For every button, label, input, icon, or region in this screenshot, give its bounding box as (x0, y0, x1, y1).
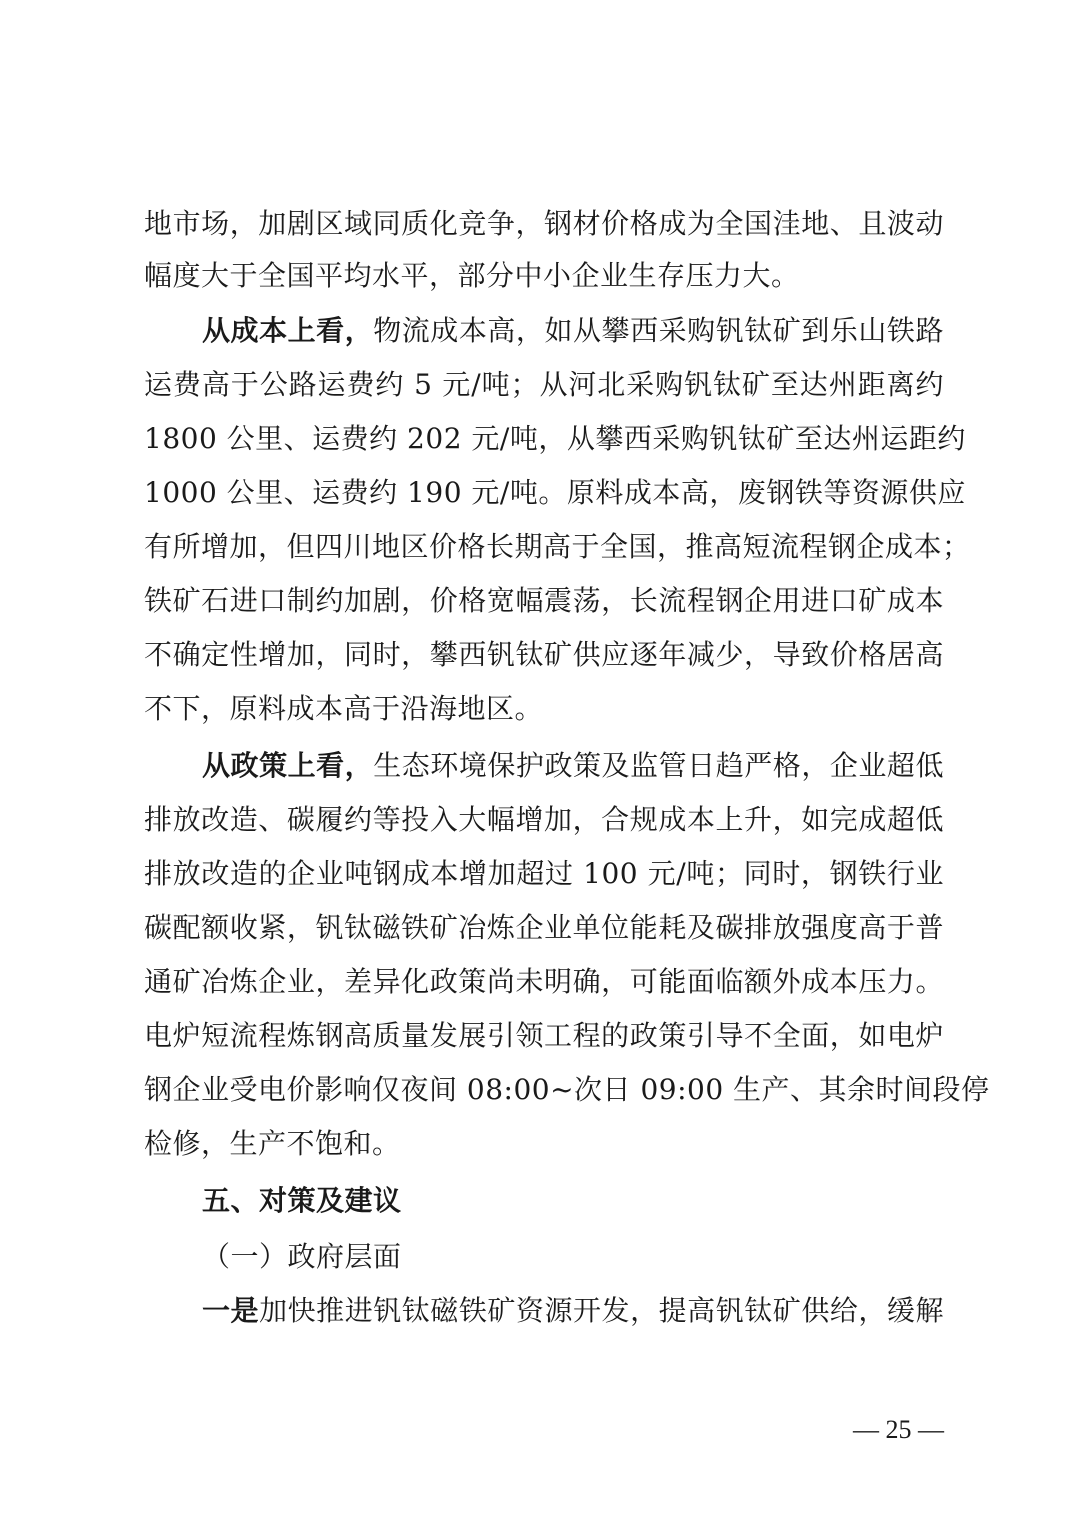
page-number: — 25 — (853, 1415, 944, 1444)
paragraph-line: 通矿冶炼企业，差异化政策尚未明确，可能面临额外成本压力。 (144, 965, 944, 998)
paragraph-first-line (202, 745, 944, 787)
paragraph-lead: 从成本上看， (202, 314, 374, 347)
paragraph-first-line (202, 310, 944, 352)
paragraph-text: 生态环境保护政策及监管日趋严格，企业超低 (373, 749, 944, 782)
paragraph-line: 电炉短流程炼钢高质量发展引领工程的政策引导不全面，如电炉 (144, 1019, 944, 1052)
paragraph-lead: 一是 (202, 1294, 260, 1327)
paragraph-line: 不下，原料成本高于沿海地区。 (144, 692, 544, 725)
paragraph-line: 碳配额收紧，钒钛磁铁矿冶炼企业单位能耗及碳排放强度高于普 (144, 911, 944, 944)
paragraph-line: 地市场，加剧区域同质化竞争，钢材价格成为全国洼地、且波动 (144, 207, 944, 240)
paragraph-line: 运费高于公路运费约 5 元/吨；从河北采购钒钛矿至达州距离约 (144, 368, 944, 401)
paragraph-line: 检修，生产不饱和。 (144, 1127, 401, 1160)
paragraph-line: 排放改造、碳履约等投入大幅增加，合规成本上升，如完成超低 (144, 803, 944, 836)
paragraph-first-line (202, 1290, 944, 1332)
paragraph-text: 物流成本高，如从攀西采购钒钛矿到乐山铁路 (373, 314, 944, 347)
paragraph-line: 不确定性增加，同时，攀西钒钛矿供应逐年减少，导致价格居高 (144, 638, 944, 671)
paragraph-line: 排放改造的企业吨钢成本增加超过 100 元/吨；同时，钢铁行业 (144, 857, 944, 890)
paragraph-line: 有所增加，但四川地区价格长期高于全国，推高短流程钢企成本； (144, 530, 971, 563)
paragraph-line: 1000 公里、运费约 190 元/吨。原料成本高，废钢铁等资源供应 (144, 476, 966, 509)
subsection-heading: （一）政府层面 (202, 1240, 402, 1273)
paragraph-line: 铁矿石进口制约加剧，价格宽幅震荡，长流程钢企用进口矿成本 (144, 584, 944, 617)
paragraph-text: 加快推进钒钛磁铁矿资源开发，提高钒钛矿供给，缓解 (259, 1294, 944, 1327)
paragraph-line: 钢企业受电价影响仅夜间 08:00~次日 09:00 生产、其余时间段停 (144, 1073, 990, 1106)
paragraph-line: 幅度大于全国平均水平，部分中小企业生存压力大。 (144, 259, 800, 292)
paragraph-line: 1800 公里、运费约 202 元/吨，从攀西采购钒钛矿至达州运距约 (144, 422, 966, 455)
section-heading: 五、对策及建议 (202, 1184, 402, 1217)
paragraph-lead: 从政策上看， (202, 749, 374, 782)
